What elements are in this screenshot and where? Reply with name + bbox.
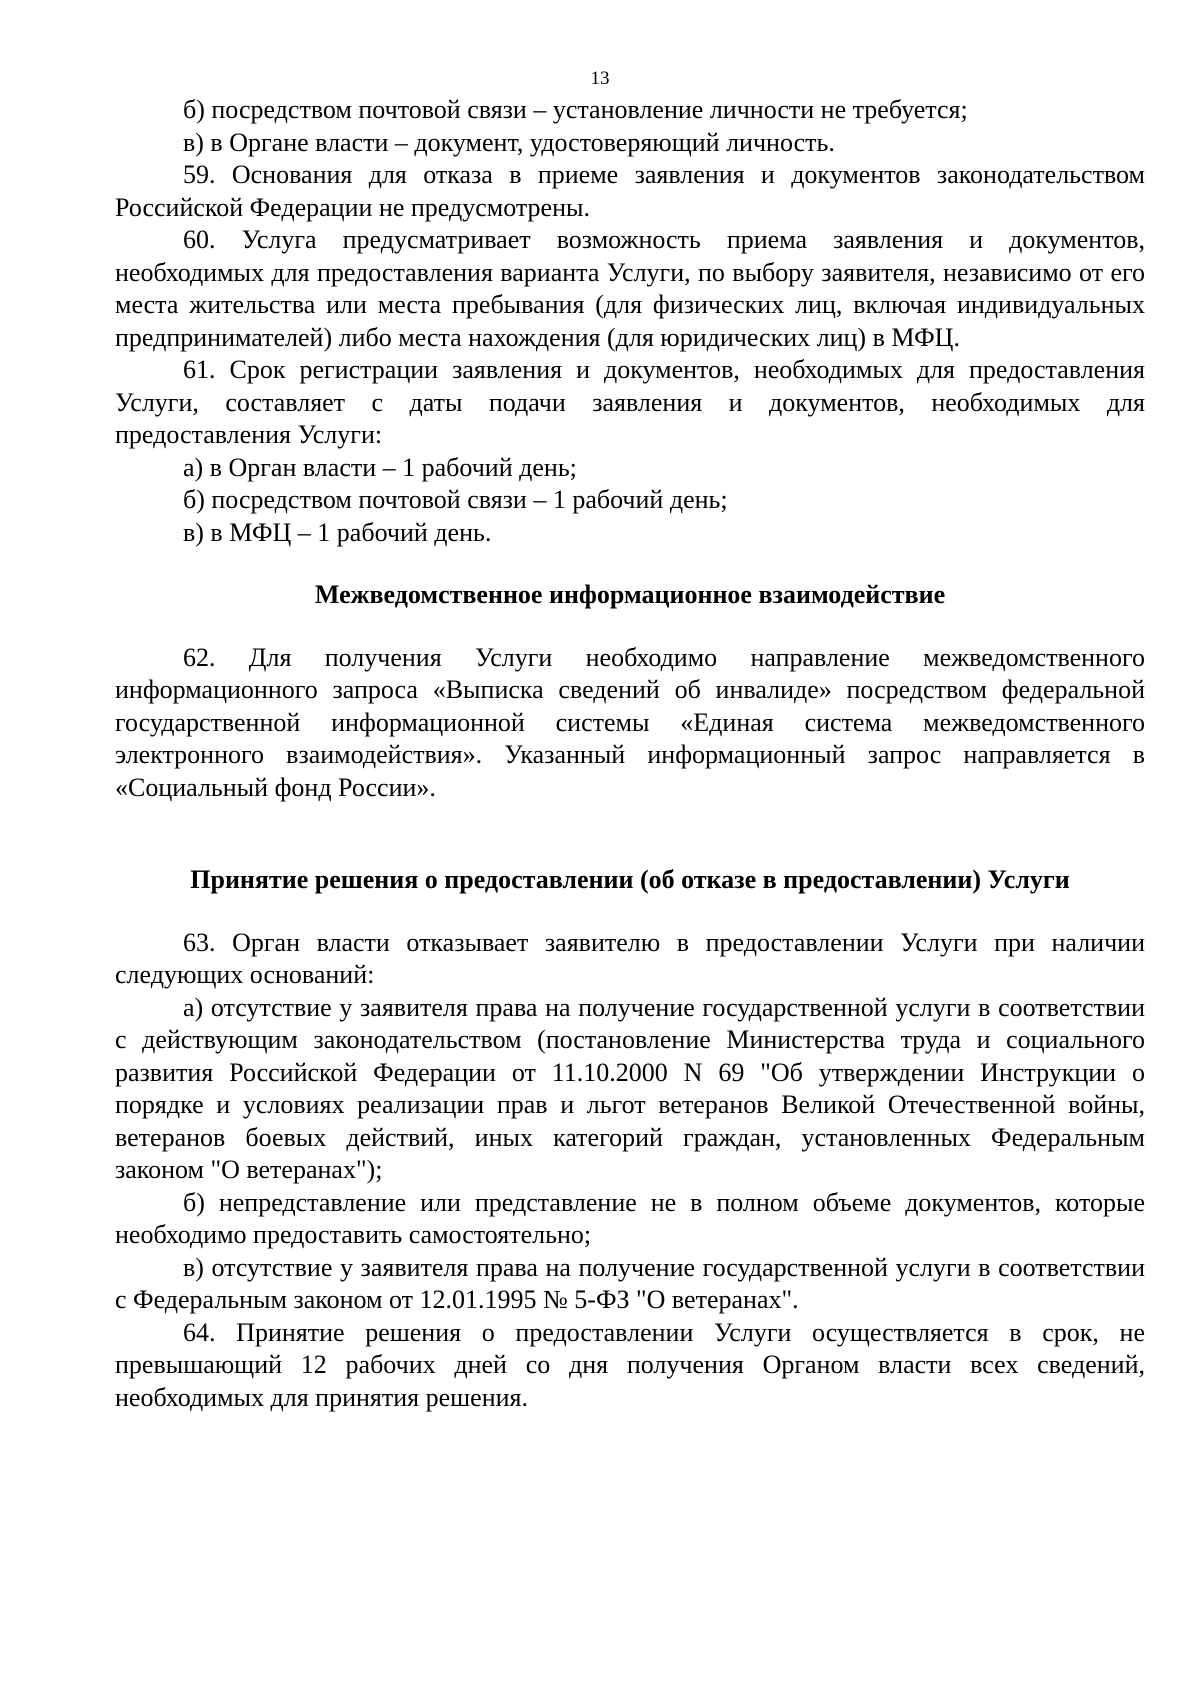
document-body (115, 94, 1145, 1414)
paragraph-61: 61. Срок регистрации заявления и документов, необходимых для предоставления Услуги, составляет с даты подачи заявления и документов, необходимых для предоставления Услуги: (115, 355, 1145, 449)
paragraph-63-a: а) отсутствие у заявителя права на получение государственной услуги в соответствии с действующим законодательством (постановление Министерства труда и социального развития Российской Федерации от 11.10.2000 N 69 "Об утверждении Инструкции о порядке и условиях реализации прав и льгот ветеранов Великой Отечественной войны, ветеранов боевых действий, иных категорий граждан, установленных Федеральным законом "О ветеранах"); (115, 992, 1145, 1184)
paragraph-61-v: в) в МФЦ – 1 рабочий день. (183, 517, 492, 547)
paragraph-61-a: а) в Орган власти – 1 рабочий день; (183, 452, 577, 482)
paragraph-v-authority-identity: в) в Органе власти – документ, удостоверяющий личность. (183, 127, 835, 157)
paragraph-b-postal-identity: б) посредством почтовой связи – установление личности не требуется; (183, 95, 968, 124)
spacer (115, 612, 1145, 642)
paragraph-61-b: б) посредством почтовой связи – 1 рабочий день; (183, 485, 728, 514)
paragraph-63: 63. Орган власти отказывает заявителю в предоставлении Услуги при наличии следующих оснований: (115, 927, 1145, 989)
paragraph-63-v: в) отсутствие у заявителя права на получение государственной услуги в соответствии с Федеральным законом от 12.01.1995 № 5-ФЗ "О ветеранах". (115, 1252, 1145, 1314)
spacer (115, 897, 1145, 927)
spacer (115, 549, 1145, 579)
paragraph-63-b: б) непредставление или представление не в полном объеме документов, которые необходимо предоставить самостоятельно; (115, 1187, 1145, 1249)
paragraph-62: 62. Для получения Услуги необходимо направление межведомственного информационного запроса «Выписка сведений об инвалиде» посредством федеральной государственной информационной системы «Единая система межведомственного электронного взаимодействия». Указанный информационный запрос направляется в «Социальный фонд России». (115, 642, 1145, 802)
page-number: 13 (590, 68, 610, 89)
paragraph-64: 64. Принятие решения о предоставлении Услуги осуществляется в срок, не превышающий 12 рабочих дней со дня получения Органом власти всех сведений, необходимых для принятия решения. (115, 1317, 1145, 1412)
paragraph-59: 59. Основания для отказа в приеме заявления и документов законодательством Российской Федерации не предусмотрены. (115, 160, 1145, 222)
section-heading-interagency: Межведомственное информационное взаимодействие (314, 580, 946, 609)
section-heading-decision: Принятие решения о предоставлении (об отказе в предоставлении) Услуги (190, 865, 1070, 894)
paragraph-60: 60. Услуга предусматривает возможность приема заявления и документов, необходимых для предоставления варианта Услуги, по выбору заявителя, независимо от его места жительства или места пребывания (для физических лиц, включая индивидуальных предпринимателей) либо места нахождения (для юридических лиц) в МФЦ. (115, 225, 1145, 352)
spacer (115, 804, 1145, 864)
